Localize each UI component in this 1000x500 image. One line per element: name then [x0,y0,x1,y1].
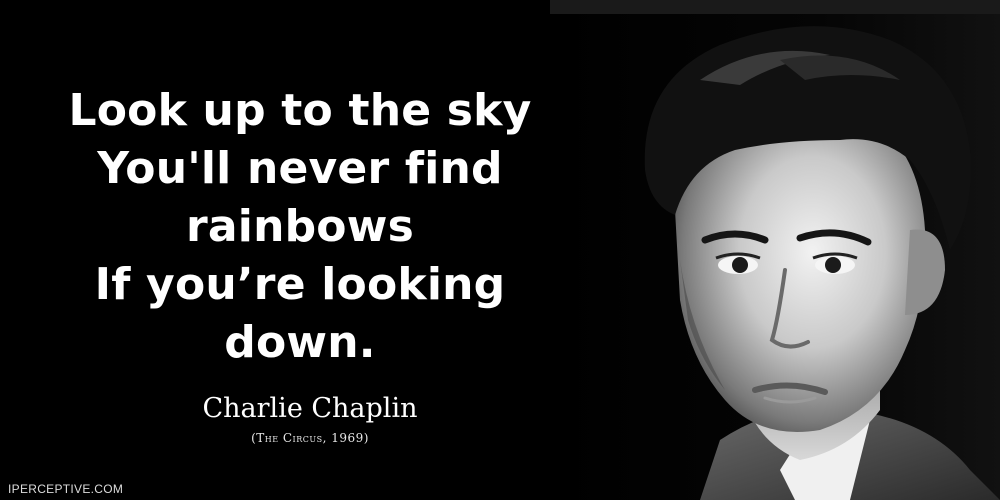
quote-source: (The Circus, 1969) [251,431,369,445]
quote-line: If you’re looking [94,259,506,310]
site-watermark: IPERCEPTIVE.COM [8,482,124,496]
quote-text [40,82,560,372]
quote-line: You'll never find [97,143,503,194]
quote-line: Look up to the sky [68,85,532,136]
quote-line: down. [224,317,376,368]
portrait-photo [550,0,1000,500]
author-name: Charlie Chaplin [202,393,418,424]
quote-line: rainbows [186,201,414,252]
